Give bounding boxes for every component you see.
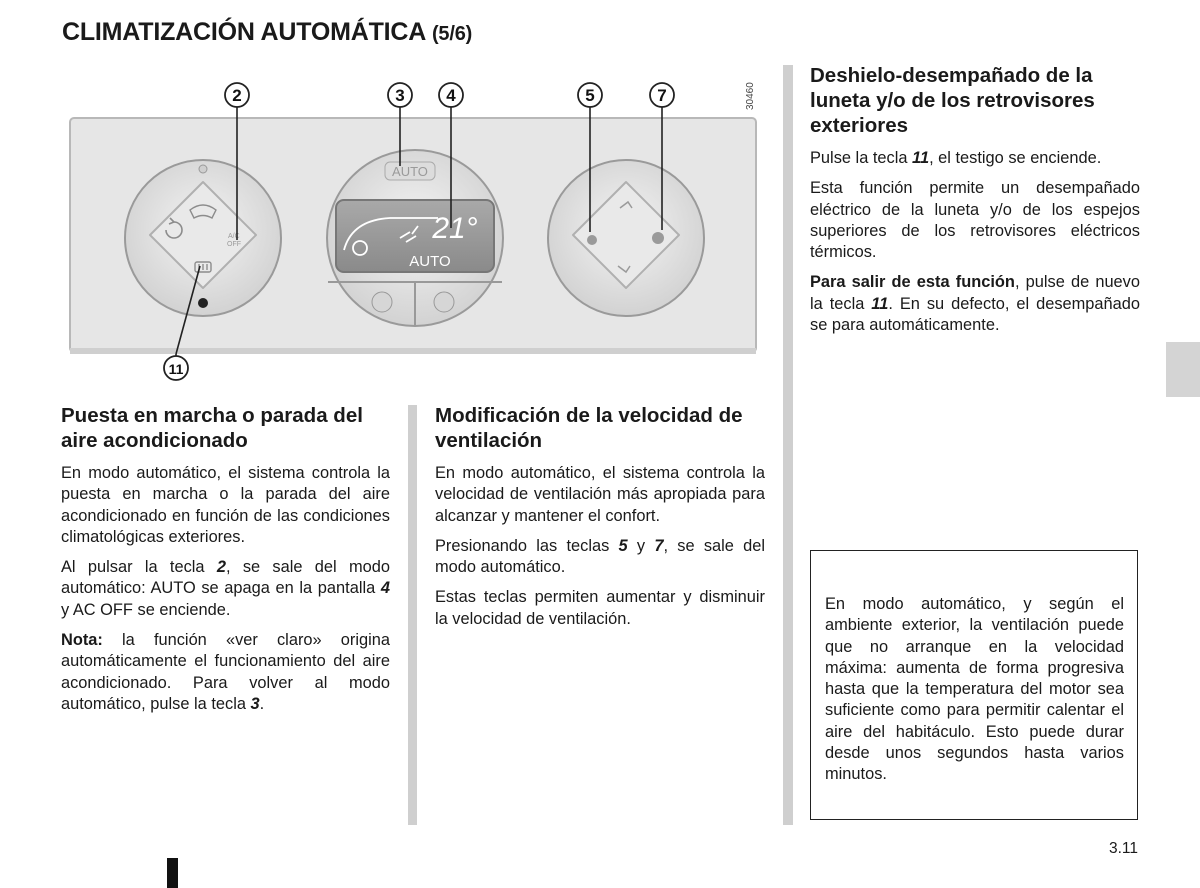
column-rule-right (783, 65, 793, 825)
svg-text:OFF: OFF (227, 241, 241, 248)
left-column (61, 403, 390, 724)
middle-heading: Modificación de la velocidad de ventilación (435, 404, 743, 452)
center-right-button[interactable] (434, 292, 454, 312)
fan-slow-icon (587, 235, 597, 245)
right-paragraph-1: Pulse la tecla 11, el testigo se enciende. (810, 149, 1102, 167)
middle-paragraph-1: En modo automático, el sistema controla la velocidad de ventilación más apropiada para alcanzar y mantener el confort. (435, 464, 765, 525)
page-number: 3.11 (1108, 840, 1138, 857)
center-unit (327, 150, 503, 326)
left-paragraph-1: En modo automático, el sistema controla la puesta en marcha o la parada del aire acondicionado en función de las condiciones climatológicas exteriores. (61, 464, 390, 546)
middle-paragraph-3: Estas teclas permiten aumentar y disminuir la velocidad de ventilación. (435, 588, 765, 628)
left-paragraph-3: Nota: la función «ver claro» origina automáticamente el funcionamiento del aire acondicionado. Para volver al modo automático, pulse la tecla 3. (61, 631, 390, 713)
middle-paragraph-2: Presionando las teclas 5 y 7, se sale del modo automático. (435, 536, 765, 577)
svg-text:A/C: A/C (228, 233, 240, 240)
middle-column (435, 403, 765, 639)
left-heading: Puesta en marcha o parada del aire acondicionado (61, 404, 363, 452)
right-column (810, 63, 1140, 345)
fan-fast-icon (652, 232, 664, 244)
right-heading: Deshielo-desempañado de la luneta y/o de los retrovisores exteriores (810, 64, 1095, 137)
ac-button-icon (227, 233, 241, 248)
callout-label-7: 7 (657, 86, 667, 105)
note-box (810, 550, 1138, 820)
title-page-ref: (5/6) (431, 23, 473, 45)
callout-label-11: 11 (168, 361, 184, 377)
note-text: En modo automático, y según el ambiente exterior, la ventilación puede que no arranque en la velocidad máxima: aumenta de forma progresiva hasta que la temperatura del motor sea suficiente como para permitir calentar el aire del habitáculo. Esto puede durar desde unos segundos hasta varios minutos. (825, 595, 1124, 784)
callout-label-4: 4 (446, 86, 456, 105)
right-paragraph-3: Para salir de esta función, pulse de nuevo la tecla 11. En su defecto, el desempañado se para automáticamente. (810, 273, 1140, 335)
display-mode: AUTO (409, 253, 451, 270)
section-tab (1166, 342, 1200, 397)
right-paragraph-2: Esta función permite un desempañado eléctrico de la luneta y/o de los espejos superiores de los retrovisores eléctricos térmicos. (810, 179, 1140, 262)
title-main: CLIMATIZACIÓN AUTOMÁTICA (62, 18, 426, 46)
auto-button-label: AUTO (392, 164, 428, 179)
column-rule-middle (408, 405, 417, 825)
left-paragraph-2: Al pulsar la tecla 2, se sale del modo automático: AUTO se apaga en la pantalla 4 y AC OFF se enciende. (61, 558, 390, 619)
figure-ref-number: 30460 (745, 82, 756, 110)
display-temperature: 21° (432, 212, 478, 245)
callout-label-2: 2 (232, 86, 242, 105)
control-panel-figure (60, 70, 770, 390)
page-title (62, 18, 472, 47)
right-knob[interactable] (548, 160, 704, 316)
left-knob[interactable] (125, 160, 281, 316)
crop-mark (167, 858, 178, 888)
callout-label-3: 3 (395, 86, 405, 105)
center-left-button[interactable] (372, 292, 392, 312)
callout-label-5: 5 (585, 86, 595, 105)
